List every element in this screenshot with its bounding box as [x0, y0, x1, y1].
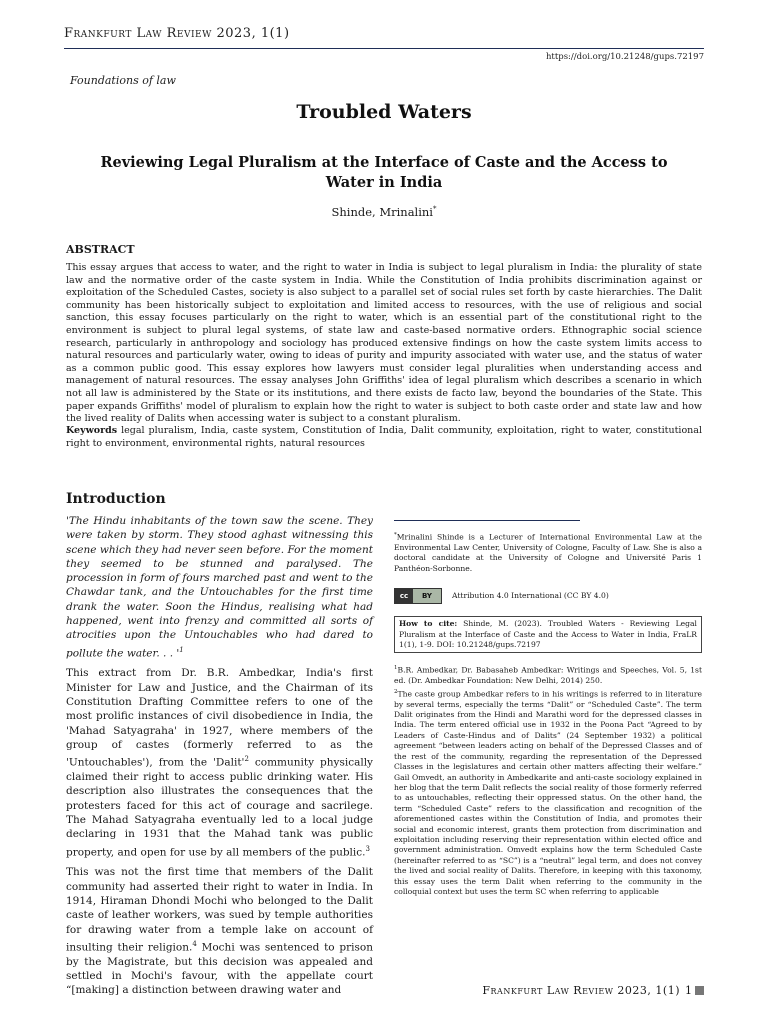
intro-heading: Introduction	[66, 491, 166, 507]
paragraph-2-part-b: Mochi was sentenced to prison by the Magistrate, but this decision was appealed and settled in Mochi's favour, with the appellate court “[making] a distinction between drawing water and	[66, 941, 374, 997]
author-footnote	[394, 530, 702, 574]
section-label: Foundations of law	[70, 74, 176, 87]
paragraph-2	[66, 865, 373, 997]
quote-text: 'The Hindu inhabitants of the town saw the scene. They were taken by storm. They stood aghast witnessing this scene which they had never seen before. For the moment they seemed to be stunned and paralysed. The procession in form of fours marched past and went to the Chawdar tank, and the Untouchables for the first time drank the water. Soon the Hindus, realising what had happened, went into frenzy and committed all sorts of atrocities upon the Untouchables who had dared to pollute the water. . . '	[66, 515, 373, 660]
keywords-list: legal pluralism, India, caste system, Constitution of India, Dalit community, exploitation, right to water, constitutional right to environment, environmental rights, natural resources	[66, 425, 702, 449]
author-line	[0, 205, 768, 219]
keywords-label: Keywords	[66, 425, 118, 436]
license-text[interactable]: Attribution 4.0 International (CC BY 4.0)	[452, 590, 609, 600]
footnote-ref-4[interactable]: 4	[192, 939, 197, 948]
keywords	[66, 425, 702, 450]
footnote-1-text: B.R. Ambedkar, Dr. Babasaheb Ambedkar: Writings and Speeches, Vol. 5, 1st ed. (Dr. Ambedkar Foundation: New Delhi, 2014) 250.	[394, 665, 702, 686]
page-marker-square	[695, 986, 704, 995]
footnote-ref-2[interactable]: 2	[244, 755, 249, 764]
footnote-rule	[394, 520, 580, 521]
abstract-heading: ABSTRACT	[66, 243, 135, 256]
article-title: Troubled Waters	[296, 101, 472, 123]
paragraph-2-part-a: This was not the first time that members of the Dalit community had asserted their right to water in India. In 1914, Hiraman Dhondi Mochi who belonged to the Dalit caste of leather workers, was sued by temple authorities for drawing water from a temple lake on account of insulting their religion.	[66, 866, 373, 954]
author-name: Shinde, Mrinalini	[331, 205, 433, 219]
how-to-cite-box	[394, 616, 702, 653]
license-row	[394, 588, 702, 604]
paragraph-1	[66, 666, 373, 859]
cc-icon: cc	[395, 589, 413, 603]
abstract-text: This essay argues that access to water, and the right to water in India is subject to legal pluralism in India: the plurality of state law and the normative order of the caste system in India. While the Constitution of India prohibits discrimination against or exploitation of the Scheduled Castes, society is also subject to a parallel set of social rules set forth by caste hierarchies. The Dalit community has been historically subject to exploitation and limited access to resources, with the use of religious and social sanction, this essay focuses particularly on the right to water, which is an essential part of the constitutional right to the environment is subject to plural legal systems, of state law and caste-based normative orders. Ethnographic social science research, particularly in anthropology and sociology has produced extensive findings on how the caste system limits access to natural resources and particularly water, owing to ideas of purity and impurity associated with water use, and the status of water as a common public good. This essay explores how lawyers must consider legal pluralities when understanding access and management of natural resources. The essay analyses John Griffiths' idea of legal pluralism which describes a scenario in which not all law is administered by the State or its institutions, and there exists de facto law, beyond the boundaries of the State. This paper expands Griffiths' model of pluralism to explain how the right to water is subject to both caste order and state law and how the lived reality of Dalits when accessing water is subject to a constant pluralism.	[66, 262, 702, 425]
page-number: 1	[685, 984, 692, 997]
cite-text: Shinde, M. (2023). Troubled Waters - Reviewing Legal Pluralism at the Interface of Caste and the Access to Water in India, FraLR 1(1), 1-9. DOI: 10.21248/gups.72197	[399, 619, 697, 649]
footnote-ref-3[interactable]: 3	[365, 844, 370, 853]
cite-label: How to cite:	[399, 619, 458, 629]
header-rule	[64, 48, 704, 49]
by-icon: BY	[413, 589, 441, 603]
journal-name: Frankfurt Law Review 2023, 1(1)	[64, 26, 290, 41]
footnote-1-mark: 1	[394, 665, 398, 672]
body-column-left	[66, 514, 373, 1004]
footnote-2	[394, 687, 702, 898]
author-footnote-text: Mrinalini Shinde is a Lecturer of International Environmental Law at the Environmental Law Center, University of Cologne, Faculty of Law. She is also a doctoral candidate at the University of Cologne and Université Paris 1 Panthéon-Sorbonne.	[394, 532, 702, 573]
footnote-2-mark: 2	[394, 688, 398, 695]
article-subtitle: Reviewing Legal Pluralism at the Interface of Caste and the Access to Water in India	[100, 154, 668, 191]
cc-by-badge[interactable]	[394, 588, 442, 604]
footer-journal: Frankfurt Law Review 2023, 1(1)	[482, 984, 680, 997]
opening-quote	[66, 514, 373, 660]
doi-link[interactable]: https://doi.org/10.21248/gups.72197	[545, 52, 704, 62]
author-footnote-symbol: *	[394, 532, 397, 538]
paragraph-1-part-b: community physically claimed their right to access public drinking water. His description also illustrates the consequences that the protesters faced for this act of courage and sacrilege. The Mahad Satyagraha eventually led to a local judge declaring in 1931 that the Mahad tank was public property, and open for use by all members of the public.	[66, 756, 373, 859]
footnote-2-text: The caste group Ambedkar refers to in his writings is referred to in literature by several terms, especially the terms “Dalit” or “Scheduled Caste”. The term Dalit originates from the Hindi and Marathi word for the depressed classes in India. The term entered official use in 1932 in the Poona Pact “Agreed to by Leaders of Caste-Hindus and of Dalits” (24 September 1932) a political agreement “between leaders acting on behalf of the Depressed Classes and of the rest of the community, regarding the representation of the Depressed Classes in the legislatures and certain other matters affecting their welfare.” Gail Omvedt, an authority in Ambedkarite and anti-caste sociology explained in her blog that the term Dalit reflects the social reality of those formerly referred to as untouchables, reflecting their oppressed status. On the other hand, the term “Scheduled Caste” refers to the classification and recognition of the aforementioned castes within the Constitution of India, and promotes their social and economic interest, grants them protection from discrimination and exploitation including reserving their representation within elected office and government administration. Omvedt explains how the term Scheduled Caste (hereinafter referred to as “SC”) is a “neutral” legal term, and does not convey the lived and social reality of Dalits. Therefore, in keeping with this taxonomy, this essay uses the term Dalit when referring to the community in the colloquial context but uses the term SC when referring to applicable	[394, 689, 702, 896]
author-footnote-mark[interactable]: *	[433, 205, 437, 214]
paragraph-1-part-a: This extract from Dr. B.R. Ambedkar, India's first Minister for Law and Justice, and the Chairman of its Constitution Drafting Committee refers to one of the most prolific instances of civil disobedience in India, the 'Mahad Satyagraha' in 1927, where members of the group of castes (formerly referred to as the 'Untouchables'), from the 'Dalit'	[66, 667, 373, 769]
footnote-1	[394, 663, 702, 686]
footnote-column	[394, 530, 702, 897]
footnote-ref-1[interactable]: 1	[179, 645, 184, 654]
